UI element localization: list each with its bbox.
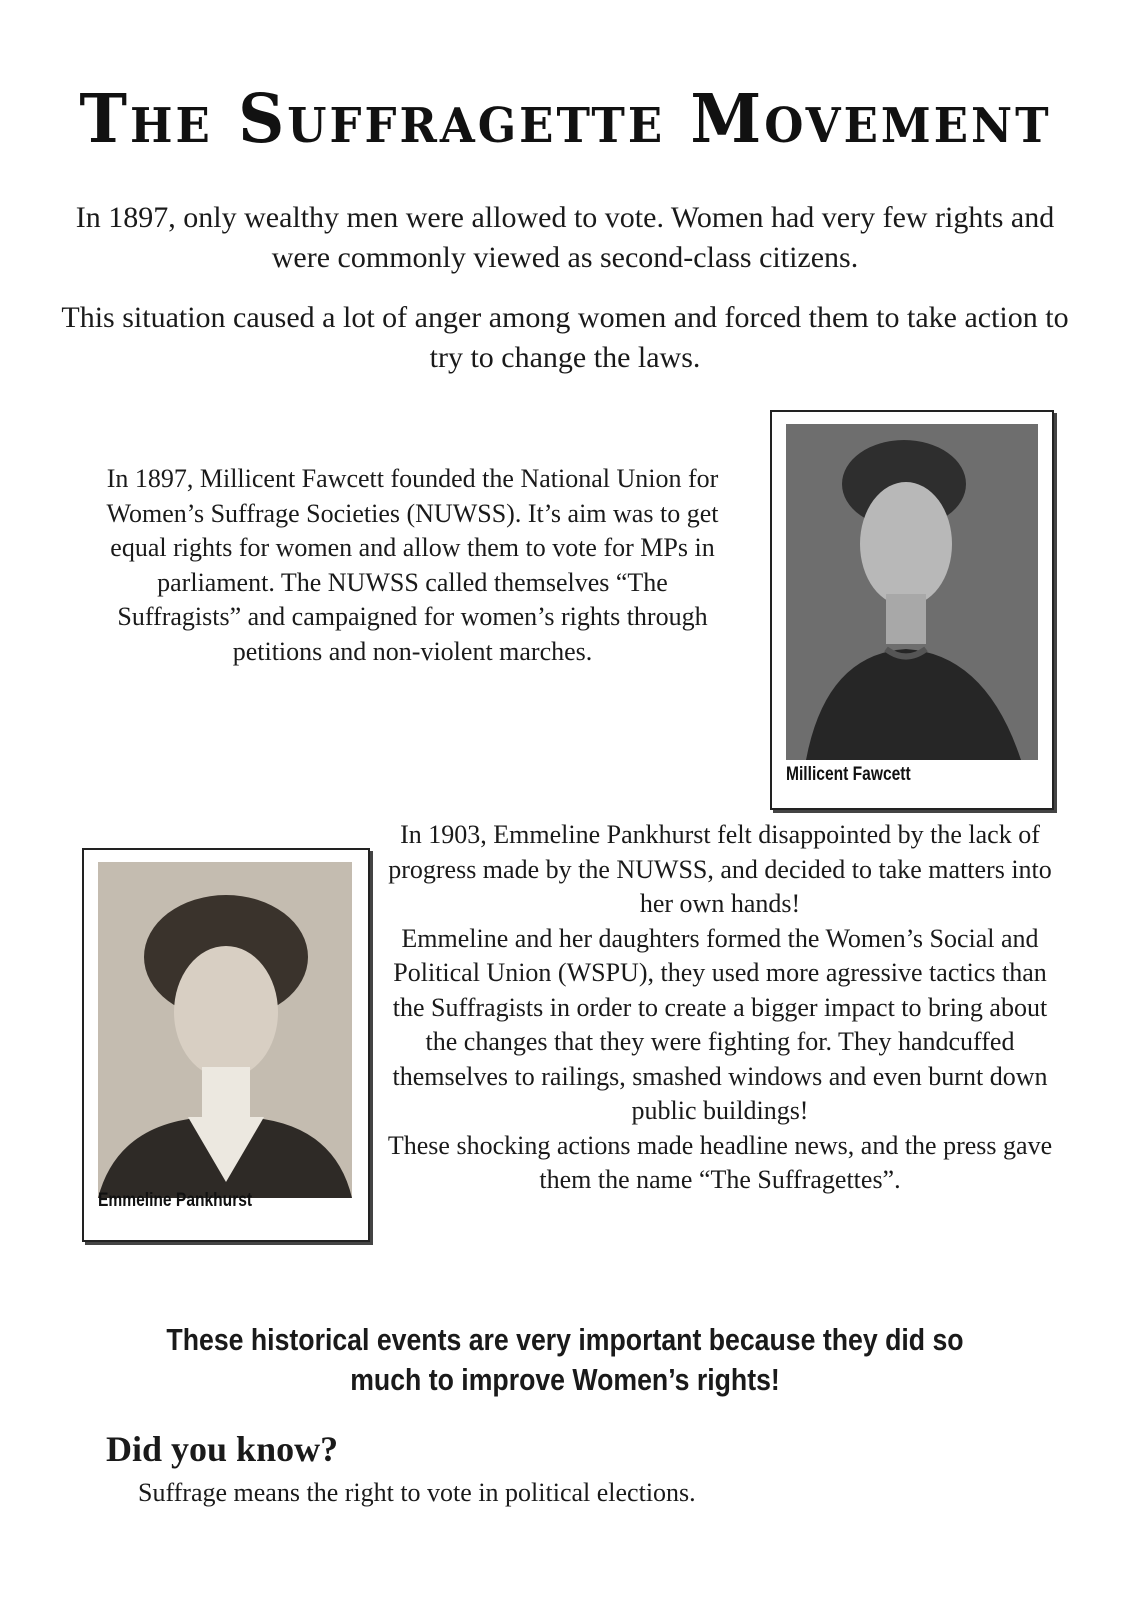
important-statement: These historical events are very important because they did so much to improve Women’s rights!: [166, 1322, 964, 1397]
page-title: The Suffragette Movement: [79, 80, 1052, 159]
pankhurst-text-2: Emmeline and her daughters formed the Women’s Social and Political Union (WSPU), they used more agressive tactics than the Suffragists in order to create a bigger impact to bring about the changes that they were fighting for. They handcuffed themselves to railings, smashed windows and even burnt down public buildings!: [392, 923, 1048, 1125]
pankhurst-portrait: [98, 862, 352, 1198]
pankhurst-photo-card: [82, 848, 370, 1242]
did-you-know-text: Suffrage means the right to vote in political elections.: [138, 1478, 696, 1507]
pankhurst-caption: Emmeline Pankhurst: [98, 1190, 253, 1211]
did-you-know-heading: Did you know?: [106, 1429, 339, 1469]
intro-paragraph-1: In 1897, only wealthy men were allowed to vote. Women had very few rights and were commonly viewed as second-class citizens.: [75, 201, 1055, 274]
fawcett-photo-card: [770, 410, 1054, 810]
pankhurst-text-1: In 1903, Emmeline Pankhurst felt disappointed by the lack of progress made by the NUWSS, and decided to take matters into her own hands!: [388, 820, 1052, 918]
fawcett-portrait-icon: [786, 424, 1038, 760]
fawcett-caption: Millicent Fawcett: [786, 764, 911, 785]
pankhurst-text-3: These shocking actions made headline news, and the press gave them the name “The Suffragettes”.: [387, 1130, 1053, 1194]
fawcett-paragraph: In 1897, Millicent Fawcett founded the National Union for Women’s Suffrage Societies (NUWSS). It’s aim was to get equal rights for women and allow them to vote for MPs in parliament. The NUWSS called themselves “The Suffragists” and campaigned for women’s rights through petitions and non-violent marches.: [106, 464, 719, 666]
fawcett-portrait: [786, 424, 1038, 760]
pankhurst-paragraph: [385, 818, 1055, 1198]
intro-paragraph-2: This situation caused a lot of anger among women and forced them to take action to try to change the laws.: [61, 301, 1069, 374]
pankhurst-portrait-icon: [98, 862, 352, 1198]
